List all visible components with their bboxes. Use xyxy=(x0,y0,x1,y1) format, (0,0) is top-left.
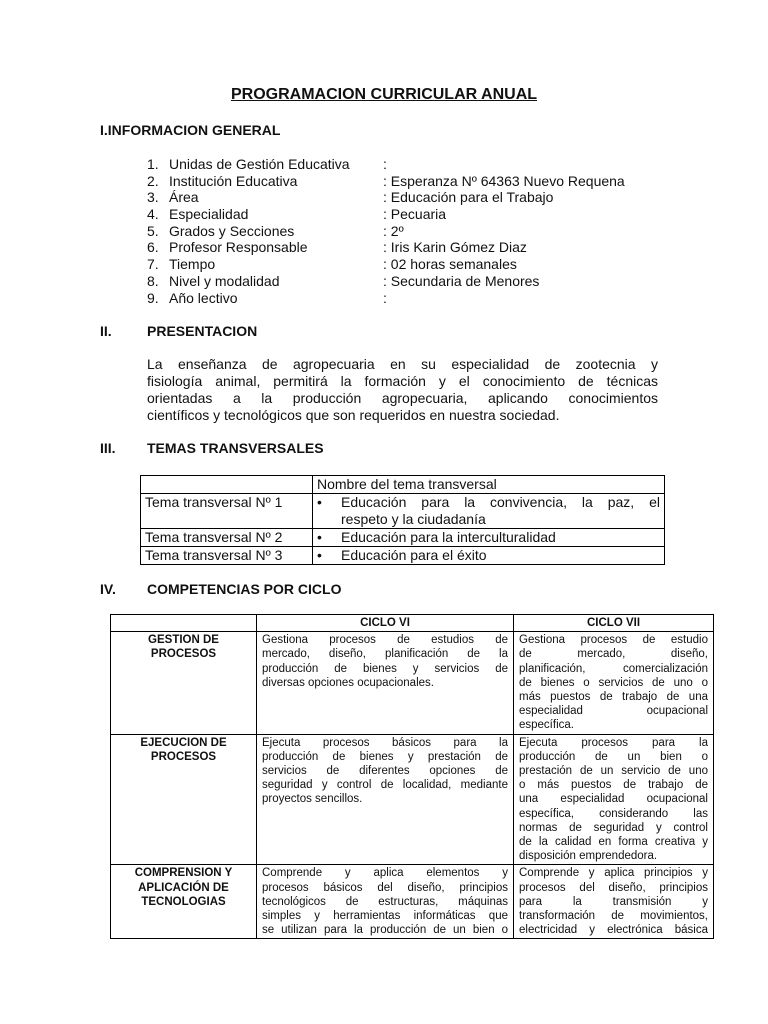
table-cell xyxy=(141,476,313,494)
info-row: 7. Tiempo : 02 horas semanales xyxy=(147,256,517,272)
bullet-icon: • xyxy=(317,547,322,563)
table-cell xyxy=(313,547,665,565)
column-header: CICLO VI xyxy=(257,615,514,632)
info-row: 6. Profesor Responsable : Iris Karin Gómez Diaz xyxy=(147,239,527,255)
row-label: GESTION DE PROCESOS xyxy=(111,632,257,734)
table-row xyxy=(111,865,714,939)
info-row: 1. Unidas de Gestión Educativa : xyxy=(147,156,387,172)
table-row xyxy=(111,632,714,734)
table-cell: Ejecuta procesos para la producción de un bien o prestación de un servicio de uno o más puestos de trabajo de una especialidad ocupacional específica, considerando las normas de seguridad y control de la calidad en forma creativa y disposición emprendedora. xyxy=(514,734,714,865)
presentation-paragraph xyxy=(147,356,658,424)
table-cell: Gestiona procesos de estudios de mercado, diseño, planificación de la producción de bienes y servicios de diversas opciones ocupacionales. xyxy=(257,632,514,734)
section-4-number: IV. xyxy=(100,581,116,597)
info-row: 2. Institución Educativa : Esperanza Nº 64363 Nuevo Requena xyxy=(147,173,625,189)
list-item: • Educación para la interculturalidad xyxy=(317,529,556,545)
table-row xyxy=(111,615,714,632)
info-row: 3. Área : Educación para el Trabajo xyxy=(147,189,554,205)
table-row xyxy=(141,529,665,547)
info-row: 4. Especialidad : Pecuaria xyxy=(147,206,447,222)
table-cell: Comprende y aplica principios y procesos del diseño, principios para la transmisión y transformación de movimientos, electricidad y electrónica básica xyxy=(514,865,714,939)
table-cell: Ejecuta procesos básicos para la producción de bienes y prestación de servicios de diferentes opciones de seguridad y control de localidad, mediante proyectos sencillos. xyxy=(257,734,514,865)
table-cell xyxy=(111,615,257,632)
column-header: Nombre del tema transversal xyxy=(313,476,665,494)
section-2-heading: PRESENTACION xyxy=(147,323,258,339)
section-3-heading: TEMAS TRANSVERSALES xyxy=(147,440,324,456)
table-cell: Gestiona procesos de estudio de mercado, diseño, planificación, comercialización de bienes o servicios de uno o más puestos de trabajo de una especialidad ocupacional específica. xyxy=(514,632,714,734)
table-cell xyxy=(313,529,665,547)
info-row: 9. Año lectivo : xyxy=(147,290,387,306)
list-item: • Educación para la convivencia, la paz, el respeto y la ciudadanía xyxy=(317,494,660,527)
table-cell xyxy=(313,494,665,529)
row-label: Tema transversal Nº 1 xyxy=(141,494,313,529)
info-row: 5. Grados y Secciones : 2º xyxy=(147,223,404,239)
transversal-themes-table xyxy=(140,475,665,565)
table-row xyxy=(141,494,665,529)
section-1-heading: I.INFORMACION GENERAL xyxy=(100,122,281,138)
paragraph-line: orientadas a la producción agropecuaria, aplicando conocimientos xyxy=(147,390,658,406)
paragraph-line: La enseñanza de agropecuaria en su especialidad de zootecnia y xyxy=(147,356,658,372)
row-label: EJECUCION DE PROCESOS xyxy=(111,734,257,865)
section-4-heading: COMPETENCIAS POR CICLO xyxy=(147,581,342,597)
bullet-icon: • xyxy=(317,529,322,545)
document-title: PROGRAMACION CURRICULAR ANUAL xyxy=(230,86,538,103)
info-row: 8. Nivel y modalidad : Secundaria de Menores xyxy=(147,273,540,289)
table-row xyxy=(111,734,714,865)
row-label: Tema transversal Nº 3 xyxy=(141,547,313,565)
table-row xyxy=(141,476,665,494)
section-2-number: II. xyxy=(100,323,112,339)
row-label: Tema transversal Nº 2 xyxy=(141,529,313,547)
column-header: CICLO VII xyxy=(514,615,714,632)
table-cell: Comprende y aplica elementos y procesos básicos del diseño, principios tecnológicos de estructuras, máquinas simples y herramientas informáticas que se utilizan para la producción de un bien o xyxy=(257,865,514,939)
competencies-table xyxy=(110,614,714,939)
paragraph-line: científicos y tecnológicos que son requeridos en nuestra sociedad. xyxy=(147,407,560,423)
row-label: COMPRENSION Y APLICACIÓN DE TECNOLOGIAS xyxy=(111,865,257,939)
bullet-icon: • xyxy=(317,494,322,510)
paragraph-line: fisiología animal, permitirá la formación y el conocimiento de técnicas xyxy=(147,373,658,389)
table-row xyxy=(141,547,665,565)
list-item: • Educación para el éxito xyxy=(317,547,487,563)
section-3-number: III. xyxy=(100,440,116,456)
